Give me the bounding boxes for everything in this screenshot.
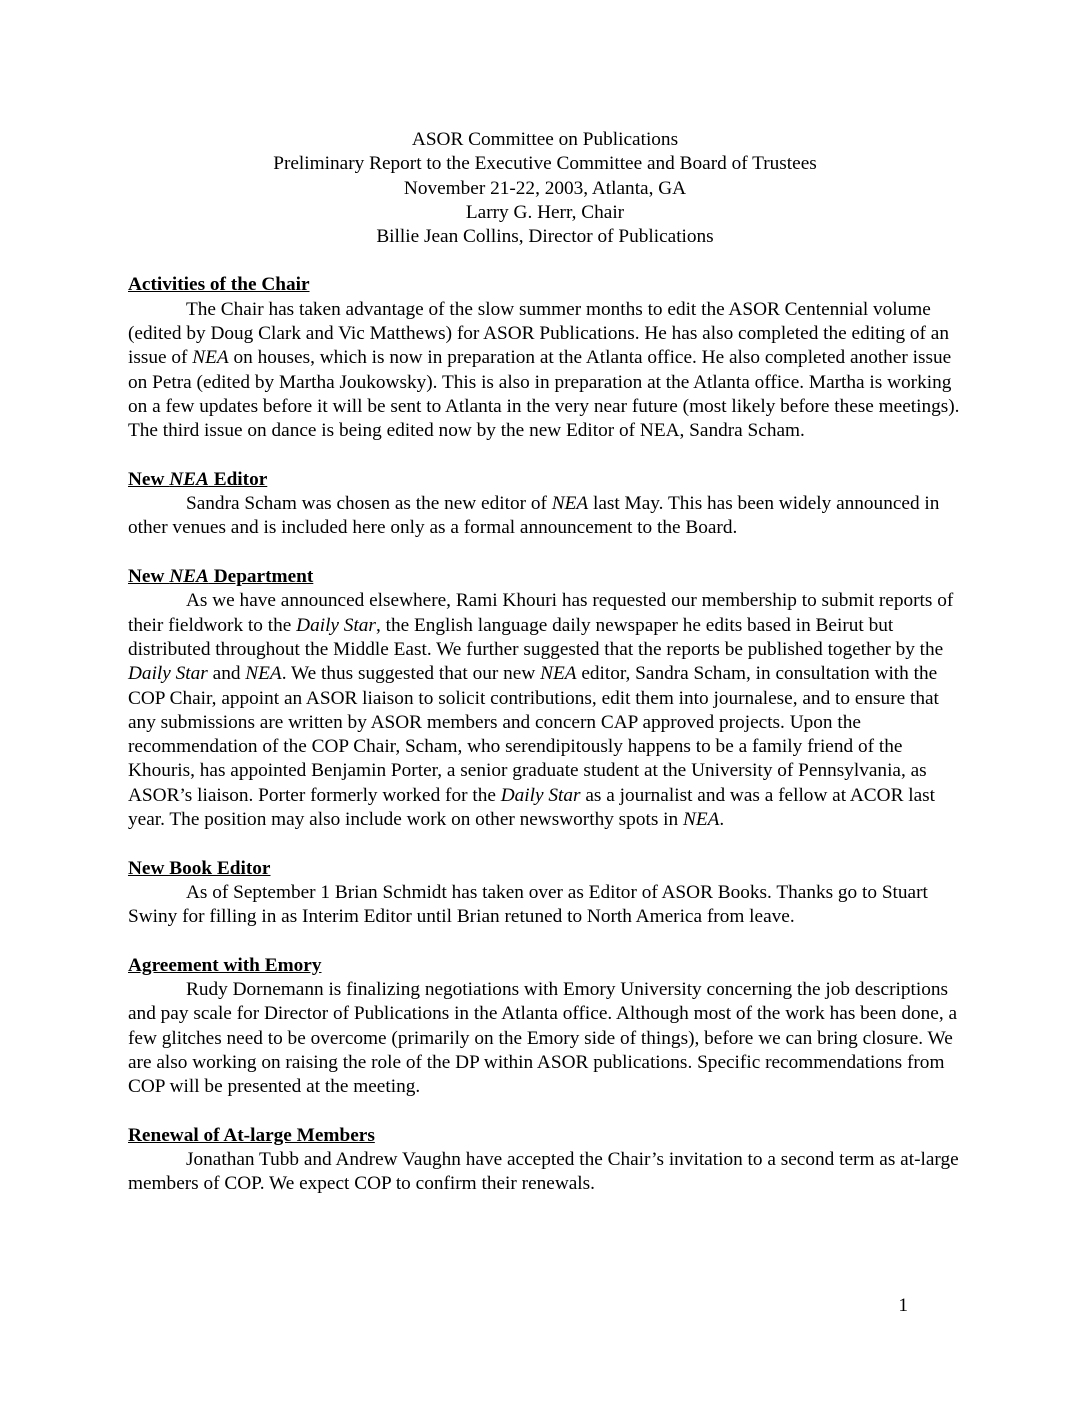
section-heading: Agreement with Emory <box>128 954 322 976</box>
section-heading: Activities of the Chair <box>128 274 310 296</box>
section-activities-of-the-chair <box>128 273 962 443</box>
newspaper-title: Daily Star <box>500 784 581 806</box>
journal-title: NEA <box>245 663 282 685</box>
paragraph-text: The Chair has taken advantage of the slow summer months to edit the ASOR Centennial volume (edited by Doug Clark and Vic Matthews) for ASOR Publications. He has also completed the editing of an issue of <box>128 298 949 369</box>
section-paragraph: As of September 1 Brian Schmidt has taken over as Editor of ASOR Books. Thanks go to Stuart Swiny for filling in as Interim Editor until Brian retuned to North America from leave. <box>128 881 928 928</box>
section-heading <box>128 565 962 589</box>
page-number: 1 <box>898 1295 908 1316</box>
heading-text: New <box>128 566 170 588</box>
header-date-location: November 21-22, 2003, Atlanta, GA <box>403 177 687 199</box>
paragraph-text: As we have announced elsewhere, Rami Khouri has requested our membership to submit reports of their fieldwork to the <box>128 590 954 636</box>
paragraph-text: on houses, which is now in preparation at the Atlanta office. He also completed another issue on Petra (edited by Martha Joukowsky). This is also in preparation at the Atlanta office. Martha is working on a few updates before it will be sent to Atlanta in the very near future (most likely before these meetings). The third issue on dance is being edited now by the new Editor of NEA, Sandra Scham. <box>128 347 960 442</box>
header-committee-title: ASOR Committee on Publications <box>411 129 679 150</box>
newspaper-title: Daily Star <box>296 614 376 636</box>
heading-journal-title: NEA <box>169 566 209 588</box>
header-director: Billie Jean Collins, Director of Publications <box>376 226 714 248</box>
heading-journal-title: NEA <box>169 468 209 490</box>
section-heading <box>128 468 962 492</box>
newspaper-title: Daily Star <box>128 663 208 685</box>
section-paragraph: Rudy Dornemann is finalizing negotiations with Emory University concerning the job descriptions and pay scale for Director of Publications in the Atlanta office. Although most of the work has been done, a few glitches need to be overcome (primarily on the Emory side of things), before we can bring closure. We are also working on raising the role of the DP within ASOR publications. Specific recommendations from COP will be presented at the meeting. <box>128 979 958 1098</box>
paragraph-text: , the English language daily newspaper he edits based in Beirut but distributed throughout the Middle East. We further suggested that the reports be published together by the <box>128 614 944 660</box>
section-agreement-with-emory <box>128 954 962 1100</box>
heading-text: Department <box>208 566 314 588</box>
section-new-book-editor <box>128 857 962 930</box>
paragraph-text: and <box>207 663 246 685</box>
journal-title: NEA <box>540 663 577 685</box>
section-paragraph <box>128 298 962 444</box>
section-paragraph <box>128 492 962 541</box>
section-renewal-of-at-large-members <box>128 1124 962 1197</box>
journal-title: NEA <box>551 493 589 515</box>
section-new-nea-department <box>128 565 962 832</box>
header-chair: Larry G. Herr, Chair <box>465 201 625 223</box>
heading-text: New <box>128 468 170 490</box>
paragraph-text: editor, Sandra Scham, in consultation with the COP Chair, appoint an ASOR liaison to solicit contributions, edit them into journalese, and to ensure that any submissions are written by ASOR members and concern CAP approved projects. Upon the recommendation of the COP Chair, Scham, who serendipitously happens to be a family friend of the Khouris, has appointed Benjamin Porter, a senior graduate student at the University of Pennsylvania, as ASOR’s liaison. Porter formerly worked for the <box>128 663 939 806</box>
header-report-title: Preliminary Report to the Executive Committee and Board of Trustees <box>273 153 817 175</box>
document-content <box>128 128 962 1221</box>
paragraph-text: Sandra Scham was chosen as the new editor of <box>186 493 552 515</box>
section-heading: New Book Editor <box>128 857 271 879</box>
journal-title: NEA <box>192 347 229 369</box>
report-header <box>128 128 962 249</box>
section-new-nea-editor <box>128 468 962 541</box>
paragraph-text: . We thus suggested that our new <box>281 663 541 685</box>
section-paragraph <box>128 589 962 832</box>
section-paragraph: Jonathan Tubb and Andrew Vaughn have accepted the Chair’s invitation to a second term as at-large members of COP. We expect COP to confirm their renewals. <box>128 1149 959 1195</box>
paragraph-text: . <box>719 809 725 831</box>
paragraph-text: as a journalist and was a fellow at ACOR last year. The position may also include work on other newsworthy spots in <box>128 784 936 831</box>
journal-title: NEA <box>682 809 720 831</box>
paragraph-text: last May. This has been widely announced in other venues and is included here only as a formal announcement to the Board. <box>128 493 940 539</box>
section-heading: Renewal of At-large Members <box>128 1124 375 1146</box>
heading-text: Editor <box>208 468 268 490</box>
